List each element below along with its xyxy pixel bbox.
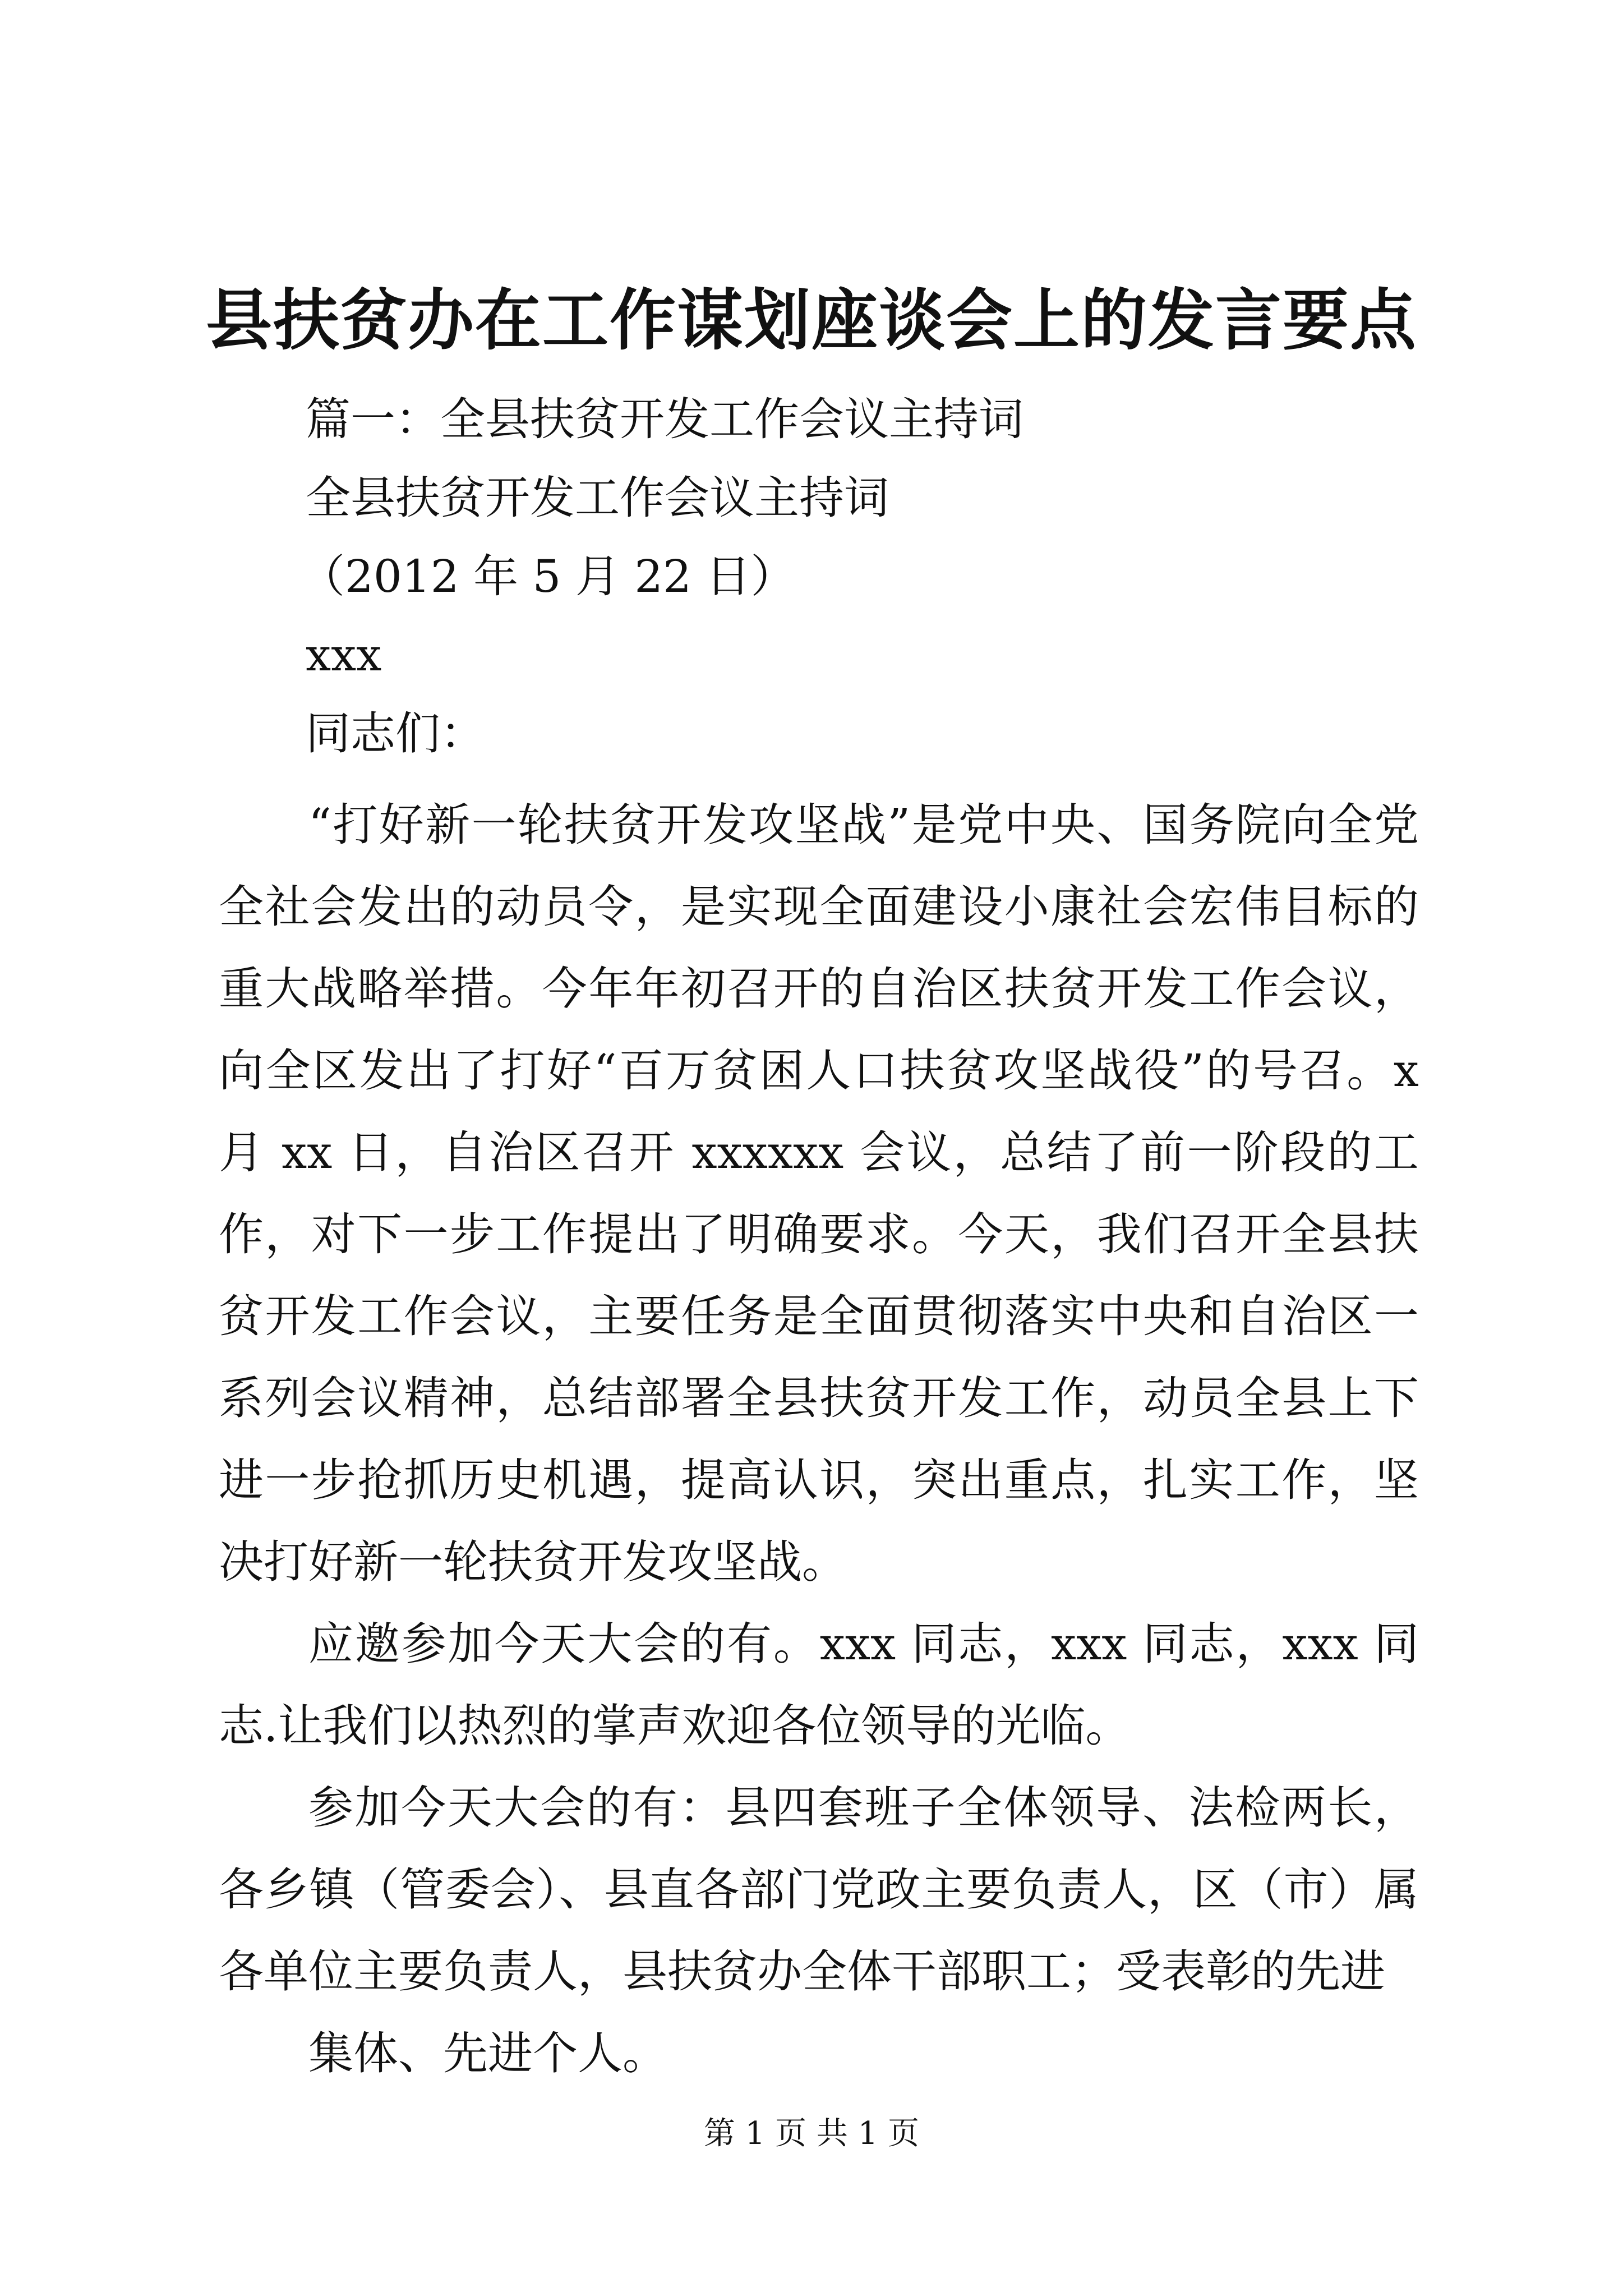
page-footer: 第 1 页 共 1 页: [703, 2115, 920, 2152]
paragraph-attendees: 参加今天大会的有：县四套班子全体领导、法检两长，各乡镇（管委会）、县直各部门党政主要负责人，区（市）属各单位主要负责人，县扶贫办全体干部职工；受表彰的先进: [219, 1782, 1419, 1998]
paragraph-guests: 应邀参加今天大会的有。xxx 同志，xxx 同志，xxx 同志.让我们以热烈的掌声欢迎各位领导的光临。: [219, 1618, 1419, 1752]
meeting-date: （2012 年 5 月 22 日）: [300, 550, 796, 602]
paragraph-opening: “打好新一轮扶贫开发攻坚战”是党中央、国务院向全党全社会发出的动员令，是实现全面建设小康社会宏伟目标的重大战略举措。今年年初召开的自治区扶贫开发工作会议，向全区发出了打好“百万贫困人口扶贫攻坚战役”的号召。x 月 xx 日，自治区召开 xxxxxx 会议，总结了前一阶段的工作，对下一步工作提出了明确要求。今天，我们召开全县扶贫开发工作会议，主要任务是全面贯彻落实中央和自治区一系列会议精神，总结部署全县扶贫开发工作，动员全县上下进一步抢抓历史机遇，提高认识，突出重点，扎实工作，坚决打好新一轮扶贫开发攻坚战。: [219, 799, 1419, 1588]
salutation: 同志们：: [306, 707, 485, 760]
subtitle: 全县扶贫开发工作会议主持词: [306, 472, 889, 524]
speaker-name: xxx: [306, 629, 382, 681]
body-text: [219, 784, 1419, 2095]
section-heading: 篇一：全县扶贫开发工作会议主持词: [306, 393, 1023, 445]
paragraph-closing-line: 集体、先进个人。: [308, 2027, 667, 2079]
document-title: 县扶贫办在工作谋划座谈会上的发言要点: [205, 281, 1417, 359]
